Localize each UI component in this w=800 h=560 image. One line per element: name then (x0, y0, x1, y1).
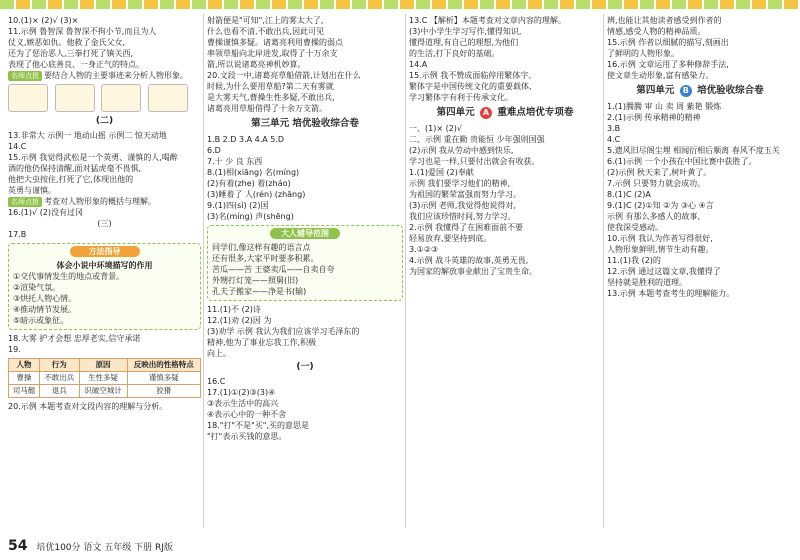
illustration-image (8, 84, 48, 112)
method-item: ⑤暗示或象征。 (13, 316, 69, 325)
answer-line: 二、示例 重在勤 贵能恒 少年强则国强 (409, 135, 545, 144)
table-cell: 谨慎多疑 (127, 372, 200, 385)
answers-block-c (8, 207, 201, 240)
answer-line: 13.非常大 示例一 地动山摇 示例二 惊天动地 (8, 131, 167, 140)
tutor-box (207, 225, 403, 301)
answer-line: 13.C 【解析】本题考查对文章内容的理解。 (409, 16, 566, 25)
answers-block-a (607, 15, 793, 81)
answers-block-b (207, 134, 403, 222)
answer-line: (3)名(míng) 声(shēng) (207, 212, 294, 221)
answer-line: 3.①②③ (409, 245, 439, 254)
answer-line: 7.十 少 良 东西 (207, 157, 263, 166)
answer-line: 诸葛亮用草船借得了十余万支箭。 (207, 104, 327, 113)
analysis-note: 名师点拨 要结合人物的主要事迹来分析人物形象。 (8, 70, 201, 81)
answer-line: 19. (8, 345, 21, 354)
answer-line: 英勇与谨慎。 (8, 186, 56, 195)
answer-line: 13.示例 本题考查考生的理解能力。 (607, 289, 735, 298)
answer-line: 4.C (607, 135, 621, 144)
answer-line: 2.(1)示例 传承精神的精神 (607, 113, 701, 122)
table-header: 原因 (79, 359, 127, 372)
answer-line: 我们应该珍惜时间,努力学习。 (409, 212, 516, 221)
answer-line: 他把大虫按住,打死了它,体现出他的 (8, 175, 134, 184)
answers-block-b (409, 123, 601, 277)
answer-line: 了鲜明的人物形象。 (607, 49, 679, 58)
answer-line: 5.遗风旧尽阁尘埋 相闻衍相后顺离 春风不度玉关 (607, 146, 780, 155)
table-header: 行为 (40, 359, 80, 372)
section-title: (一) (296, 362, 314, 372)
answer-line: 1.B 2.D 3.A 4.A 5.D (207, 135, 285, 144)
answer-line: (3)睡着了 人(rén) (zhāng) (207, 190, 306, 199)
tutor-line: 外甥打灯笼——照舅(旧) (212, 276, 299, 285)
answers-block-a (409, 15, 601, 103)
analysis-tag: 名师点拨 (8, 71, 42, 81)
method-subtitle: 体会小说中环境描写的作用 (56, 261, 153, 270)
page-footer (8, 538, 173, 554)
answer-line: 11.示例 鲁智深 鲁智深不拘小节,而且为人 (8, 27, 157, 36)
method-item: ②渲染气氛。 (13, 283, 61, 292)
illustration-image (101, 84, 141, 112)
answer-line: 8.(1)C (2)A (607, 190, 651, 199)
answer-line: 8.(1)相(xiāng) 名(míng) (207, 168, 300, 177)
table-row (9, 372, 201, 385)
page-number: 54 (8, 538, 28, 554)
answer-line: 的生活,打下良好的基础。 (409, 49, 500, 58)
method-item: ③烘托人物心情。 (13, 294, 77, 303)
answer-line: 轻易放弃,要坚持到底。 (409, 234, 492, 243)
answer-line: 9.(1)C (2)①知 ②为 ③心 ④言 (607, 201, 714, 210)
answer-line: 射箭便是"可知",江上的雾太大了, (207, 16, 324, 25)
answer-line: 16.示例 文章运用了多种修辞手法, (607, 60, 729, 69)
answer-line: ④表示心中的一种不舍 (207, 410, 287, 419)
method-item: ①交代事情发生的地点或背景。 (13, 272, 125, 281)
answer-line: 15.示例 作者以细腻的描写,刻画出 (607, 38, 729, 47)
answer-line: (3)劝学 示例 我认为我们应该学习毛泽东的 (207, 327, 360, 336)
unit-title: 第四单元 B 培优验收综合卷 (636, 85, 764, 96)
answer-line: 使文章生动形象,富有感染力。 (607, 71, 714, 80)
table-cell: 狡猾 (127, 385, 200, 398)
answers-block-c (207, 304, 403, 359)
answer-line: 1.(1)爱国 (2)奉献 (409, 168, 474, 177)
answer-line: 辨,也能让其他读者感受到作者的 (607, 16, 722, 25)
illustration-image (148, 84, 188, 112)
section-title: (三) (97, 219, 112, 228)
answer-line: 14.C (8, 142, 27, 151)
answer-line: 10.(1)× (2)√ (3)× (8, 16, 79, 25)
answer-line: 18.大雾 护才会想 忠厚老实,信守承诺 (8, 334, 141, 343)
answers-block-b (607, 101, 793, 299)
unit-badge: A (480, 107, 492, 119)
answer-line: 一、(1)× (2)√ (409, 124, 463, 133)
answer-line: 酒的他仍保持清醒,面对猛虎毫不畏惧, (8, 164, 142, 173)
answer-line: 16.C (207, 377, 226, 386)
answers-block-b (8, 130, 201, 196)
answer-line: 2.示例 我懂得了在困难面前不要 (409, 223, 524, 232)
illustration-image (55, 84, 95, 112)
answer-line: 11.(1)不 (2)诗 (207, 305, 261, 314)
answer-line: 7.示例 只要努力就会成功。 (607, 179, 706, 188)
tutor-line: 还有很多,大家平时要多积累。 (212, 254, 319, 263)
answer-line: 14.A (409, 60, 428, 69)
unit-title: 第四单元 A 重难点培优专项卷 (436, 107, 574, 118)
answer-line: 示例 有那么多感人的故事, (607, 212, 701, 221)
answer-line: 人物形象鲜明,情节生动有趣。 (607, 245, 714, 254)
answer-line: 12.示例 通过这篇文章,我懂得了 (607, 267, 721, 276)
illustration-row (8, 84, 201, 112)
answer-line: ③表示生活中的高兴 (207, 399, 279, 408)
answer-line: 向上。 (207, 349, 231, 358)
answer-line: (2)示例 秋天来了,树叶黄了。 (607, 168, 712, 177)
answer-line: 15.示例 我觉得武松是一个英勇、谨慎的人,喝醉 (8, 153, 178, 162)
answer-line: 仗义,嫉恶如仇。他救了金氏父女, (8, 38, 126, 47)
answer-line: 6.(1)示例 一个小孩在中国比赛中获胜了。 (607, 157, 757, 166)
tutor-line: 同学们,像这样有趣的语言点 (212, 243, 311, 252)
table-cell: 不敢出兵 (40, 372, 80, 385)
answers-block-d (8, 333, 201, 355)
method-title: 方法指导 (70, 246, 140, 257)
answer-line: 12.(1)劝 (2)因 为 (207, 316, 272, 325)
answer-line: 坚持就是胜利的道理。 (607, 278, 687, 287)
method-item: ④推动情节发展。 (13, 305, 77, 314)
answer-line: 示例 我们要学习他们的精神, (409, 179, 511, 188)
answer-line: 9.(1)四(sì) (2)国 (207, 201, 269, 210)
answer-line: 还为了惩治恶人,三拳打死了镇关西, (8, 49, 134, 58)
answer-line: 使我深受感动。 (607, 223, 663, 232)
answer-line: 表现了他心底善良、一身正气的特点。 (8, 60, 144, 69)
answer-column-1 (8, 15, 201, 412)
answer-column-4 (607, 15, 793, 299)
answer-line: 情感,感受人物的精神品质。 (607, 27, 706, 36)
answer-line: 学习也是一样,只要付出就会有收获。 (409, 157, 540, 166)
answer-column-3 (409, 15, 601, 277)
answer-line: 18."打"不是"买",买的意思是 (207, 421, 309, 430)
answers-block-a (8, 15, 201, 70)
table-cell: 退兵 (40, 385, 80, 398)
answer-line: (2)示例 我从劳动中感到快乐, (409, 146, 514, 155)
answer-line: 时候,为什么要用草船?第二天有雾就 (207, 82, 334, 91)
answer-line: (3)示例 老师,我觉得他说得对, (409, 201, 516, 210)
analysis-tag: 名师点拨 (8, 197, 42, 207)
top-stripe (0, 0, 800, 9)
table-cell: 曹操 (9, 372, 40, 385)
answer-line: 学习繁体字有利于传承文化。 (409, 93, 513, 102)
analysis-note: 名师点拨 考查对人物形象的概括与理解。 (8, 196, 201, 207)
answer-line: (3)中小学生学习写作,懂得知识, (409, 27, 522, 36)
answer-line: 箭,所以说诸葛亮神机妙算。 (207, 60, 306, 69)
answer-line: 10.示例 我认为作者写得很好, (607, 234, 713, 243)
section-title: (二) (95, 116, 114, 126)
answers-block-a (207, 15, 403, 114)
answer-line: 精神,他为了事业忘我工作,积极 (207, 338, 317, 347)
answer-line: 6.D (207, 146, 221, 155)
answer-line: 20.示例 本题考查对文段内容的理解与分析。 (8, 402, 168, 411)
answer-line: 什么也看不清,不敢出兵,因此可见 (207, 27, 325, 36)
answer-line: 15.示例 我不赞成面临停用繁体字。 (409, 71, 537, 80)
answer-line: 17.(1)①(2)③(3)④ (207, 388, 276, 397)
tutor-box-title: 大人辅导范围 (270, 228, 340, 239)
table-row (9, 385, 201, 398)
answer-line: (2)有着(zhe) 着(zháo) (207, 179, 291, 188)
column-divider (405, 14, 406, 528)
answer-line: 懂得道理,有自己的理想,为他们 (409, 38, 519, 47)
footer-text: 培优100分 语文 五年级 下册 RJ版 (36, 543, 173, 553)
unit-badge: B (680, 85, 692, 97)
answer-column-2 (207, 15, 403, 442)
table-header: 反映出的性格特点 (127, 359, 200, 372)
column-divider (603, 14, 604, 528)
method-box (8, 243, 201, 330)
answer-line: 是大雾天气,曹操生性多疑,不敢出兵, (207, 93, 335, 102)
tutor-line: 苦瓜——苦 王婆卖瓜——自卖自夸 (212, 265, 335, 274)
answer-line: 曹操谨慎多疑。诸葛亮利用曹操的弱点 (207, 38, 343, 47)
table-header-row (9, 359, 201, 372)
answer-line: 11.(1)我 (2)的 (607, 256, 661, 265)
table-header: 人物 (9, 359, 40, 372)
answer-line: 1.(1)腾腾 审 山 卖 周 紫艳 锻炼 (607, 102, 722, 111)
answer-line: 率领草船向北岸进发,取得了十万余支 (207, 49, 338, 58)
answer-line: "打"表示买钱的意思。 (207, 432, 287, 441)
unit-title: 第三单元 培优验收综合卷 (251, 118, 359, 129)
column-divider (203, 14, 204, 528)
tutor-line: 孔夫子搬家——净是书(输) (212, 287, 307, 296)
answer-line: 为祖国的繁荣富强而努力学习。 (409, 190, 521, 199)
answer-line: 4.示例 战斗英雄的故事,英勇无畏, (409, 256, 529, 265)
answer-line: 17.B (8, 230, 27, 239)
answer-line: 繁体字是中国传统文化的重要载体, (409, 82, 532, 91)
answer-line: 为国家的解放事业献出了宝贵生命。 (409, 267, 537, 276)
answer-line: 16.(1)√ (2)没有过冈 (8, 208, 84, 217)
table-cell: 识破空城计 (79, 385, 127, 398)
character-table (8, 358, 201, 398)
table-cell: 司马懿 (9, 385, 40, 398)
table-cell: 生性多疑 (79, 372, 127, 385)
answers-block-d (207, 376, 403, 442)
answer-line: 3.B (607, 124, 621, 133)
top-decor-bar (0, 0, 800, 9)
answer-line: 20.文段一中,诸葛亮草船借箭,计划出在什么 (207, 71, 361, 80)
